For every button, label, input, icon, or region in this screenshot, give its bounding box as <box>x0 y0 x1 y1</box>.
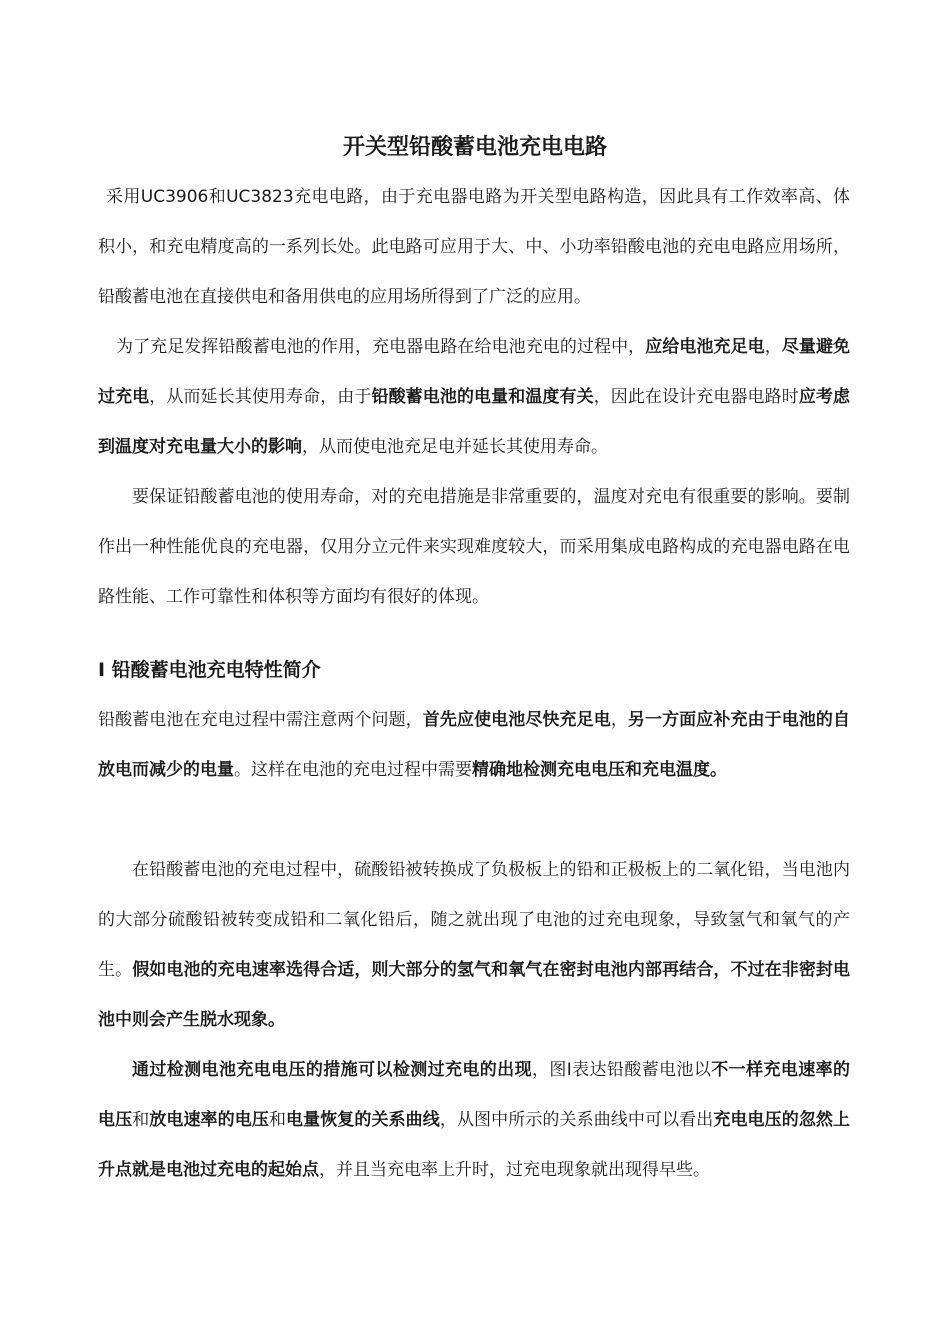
text-run: ，从而延长其使用寿命，由于 <box>149 387 372 407</box>
bold-text-run: 应给电池充足电 <box>645 337 765 357</box>
text-run: 和 <box>132 1110 150 1130</box>
bold-text-run: 电量恢复的关系曲线 <box>286 1110 440 1130</box>
document-title: 开关型铅酸蓄电池充电电路 <box>342 135 607 160</box>
section-paragraph-2 <box>98 845 850 1045</box>
text-run: ，从图中所示的关系曲线中可以看出 <box>439 1110 714 1130</box>
section-heading: I 铅酸蓄电池充电特性简介 <box>98 659 321 681</box>
text-run: 在铅酸蓄电池的充电过程中，硫酸铅被转换成了负极板上的铅和正极板上的二氧化铅，当电池内的大部分硫酸铅被转变成铅和二氧化铅后，随之就出现了电池的过充电现象，导致氢气和氧气的产生。 <box>98 860 850 980</box>
bold-text-run: 另一方面应补充由于电池的自放电而减少的电量 <box>98 710 851 780</box>
bold-text-run: 应考虑到温度对充电量大小的影响 <box>98 387 851 457</box>
bold-text-run: 尽量避免过充电 <box>98 337 851 407</box>
section-paragraph-1 <box>98 695 850 795</box>
section-paragraph-3 <box>98 1045 850 1195</box>
intro-paragraph-3 <box>98 472 850 622</box>
bold-text-run: 充电电压的忽然上升点就是电池过充电的起始点 <box>98 1110 851 1180</box>
text-run: ， <box>764 337 782 357</box>
bold-text-run: 首先应使电池尽快充足电 <box>422 710 611 730</box>
intro-paragraph-2 <box>98 322 850 472</box>
bold-text-run: 通过检测电池充电电压的措施可以检测过充电的出现 <box>132 1060 532 1080</box>
text-run: 铅酸蓄电池在充电过程中需注意两个问题， <box>98 710 423 730</box>
text-run: 。这样在电池的充电过程中需要 <box>234 760 472 780</box>
text-run: ， <box>610 710 628 730</box>
bold-text-run: 不一样充电速率的电压 <box>98 1060 851 1130</box>
bold-text-run: 放电速率的电压 <box>149 1110 269 1130</box>
text-run: ，因此在设计充电器电路时 <box>593 387 799 407</box>
text-run: ，从而使电池充足电并延长其使用寿命。 <box>302 437 608 457</box>
text-run: ，图Ⅰ表达铅酸蓄电池以 <box>531 1060 712 1080</box>
text-run: ，并且当充电率上升时，过充电现象就出现得早些。 <box>319 1160 710 1180</box>
text-run: 要保证铅酸蓄电池的使用寿命，对的充电措施是非常重要的，温度对充电有很重要的影响。要制作出一种性能优良的充电器，仅用分立元件来实现难度较大，而采用集成电路构成的充电器电路在电路性能、工作可靠性和体积等方面均有很好的体现。 <box>98 487 850 607</box>
text-run: 为了充足发挥铅酸蓄电池的作用，充电器电路在给电池充电的过程中， <box>116 337 646 357</box>
bold-text-run: 精确地检测充电电压和充电温度。 <box>472 760 727 780</box>
text-run: 和 <box>268 1110 287 1130</box>
intro-paragraph-1 <box>98 172 850 322</box>
bold-text-run: 假如电池的充电速率选得合适，则大部分的氢气和氧气在密封电池内部再结合，不过在非密封电池中则会产生脱水现象。 <box>98 960 850 1030</box>
bold-text-run: 铅酸蓄电池的电量和温度有关 <box>371 387 594 407</box>
text-run: 采用UC3906和UC3823充电电路，由于充电器电路为开关型电路构造，因此具有工作效率高、体积小，和充电精度高的一系列长处。此电路可应用于大、中、小功率铅酸电池的充电电路应用场所，铅酸蓄电池在直接供电和备用供电的应用场所得到了广泛的应用。 <box>98 187 850 307</box>
